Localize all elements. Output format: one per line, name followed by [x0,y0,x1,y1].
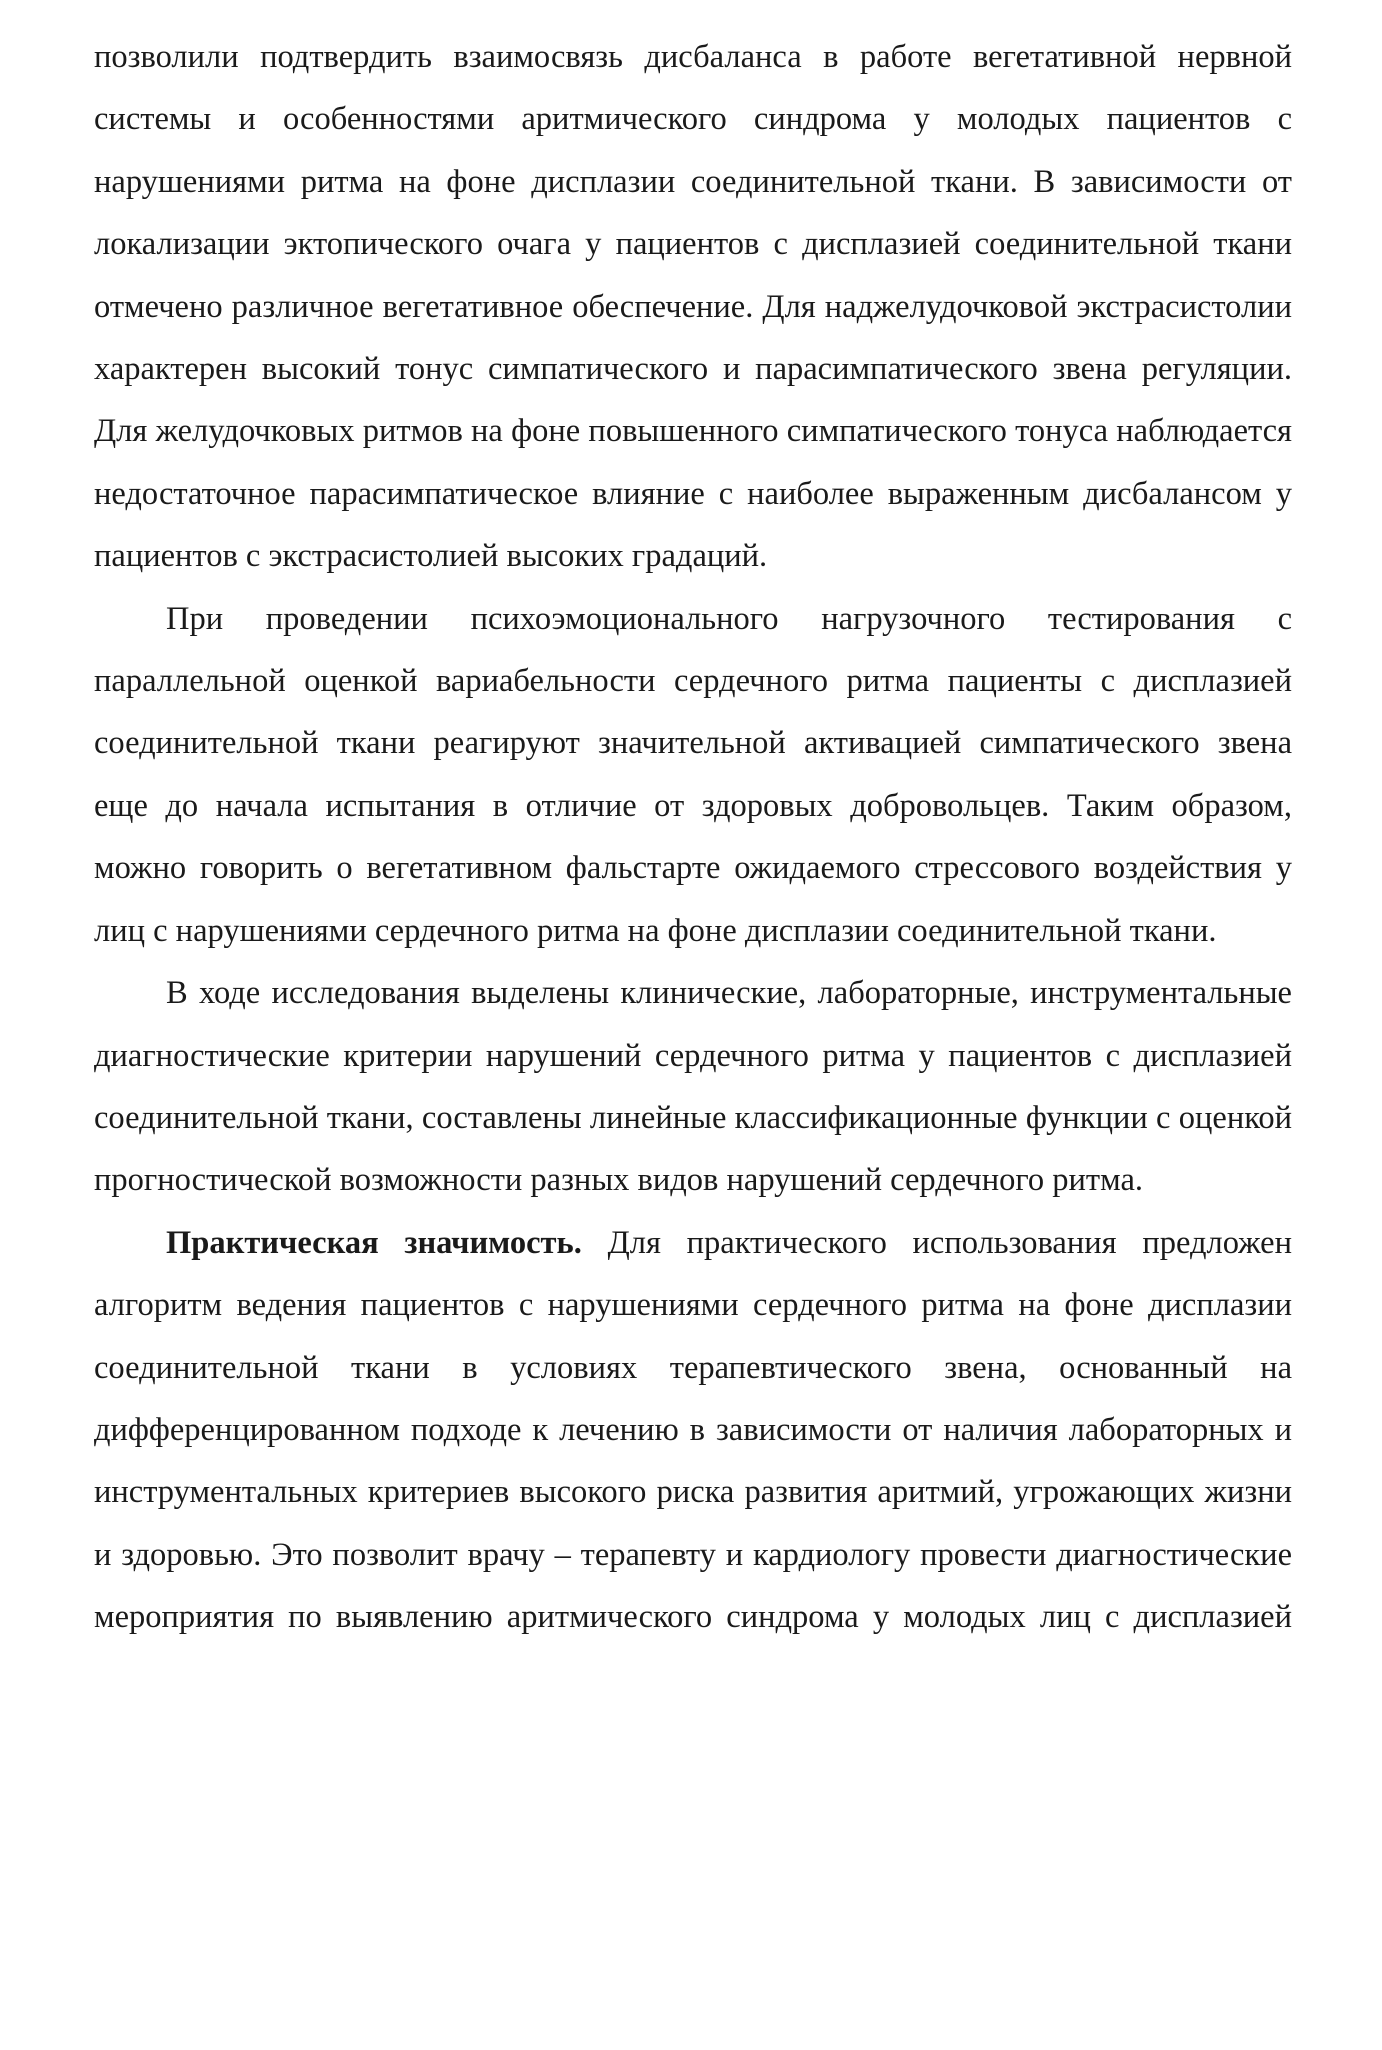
paragraph-autonomic-imbalance [94,26,1292,588]
paragraph-diagnostic-criteria [94,962,1292,1212]
paragraph-text: В ходе исследования выделены клинические, лабораторные, инструментальные диагностические критерии нарушений сердечного ритма у пациентов с дисплазией соединительной ткани, составлены линейные классификационные функции с оценкой прогностической возможности разных видов нарушений сердечного ритма. [94,975,1292,1199]
paragraph-text: позволили подтвердить взаимосвязь дисбаланса в работе вегетативной нервной системы и особенностями аритмического синдрома у молодых пациентов с нарушениями ритма на фоне дисплазии соединительной ткани. В зависимости от локализации эктопического очага у пациентов с дисплазией соединительной ткани отмечено различное вегетативное обеспечение. Для наджелудочковой экстрасистолии характерен высокий тонус симпатического и парасимпатического звена регуляции. Для желудочковых ритмов на фоне повышенного симпатического тонуса наблюдается недостаточное парасимпатическое влияние с наиболее выраженным дисбалансом у пациентов с экстрасистолией высоких градаций. [94,39,1292,575]
paragraph-text: При проведении психоэмоционального нагрузочного тестирования с параллельной оценкой вариабельности сердечного ритма пациенты с дисплазией соединительной ткани реагируют значительной активацией симпатического звена еще до начала испытания в отличие от здоровых добровольцев. Таким образом, можно говорить о вегетативном фальстарте ожидаемого стрессового воздействия у лиц с нарушениями сердечного ритма на фоне дисплазии соединительной ткани. [94,600,1292,949]
paragraph-text: Для практического использования предложен алгоритм ведения пациентов с нарушениями сердечного ритма на фоне дисплазии соединительной ткани в условиях терапевтического звена, основанный на дифференцированном подходе к лечению в зависимости от наличия лабораторных и инструментальных критериев высокого риска развития аритмий, угрожающих жизни и здоровью. Это позволит врачу – терапевту и кардиологу провести диагностические мероприятия по выявлению аритмического синдрома у молодых лиц с дисплазией [94,1224,1292,1636]
section-heading-practical-significance: Практическая значимость. [166,1224,582,1261]
paragraph-stress-testing [94,588,1292,962]
paragraph-practical-significance [94,1212,1292,1649]
document-page [94,26,1292,1649]
